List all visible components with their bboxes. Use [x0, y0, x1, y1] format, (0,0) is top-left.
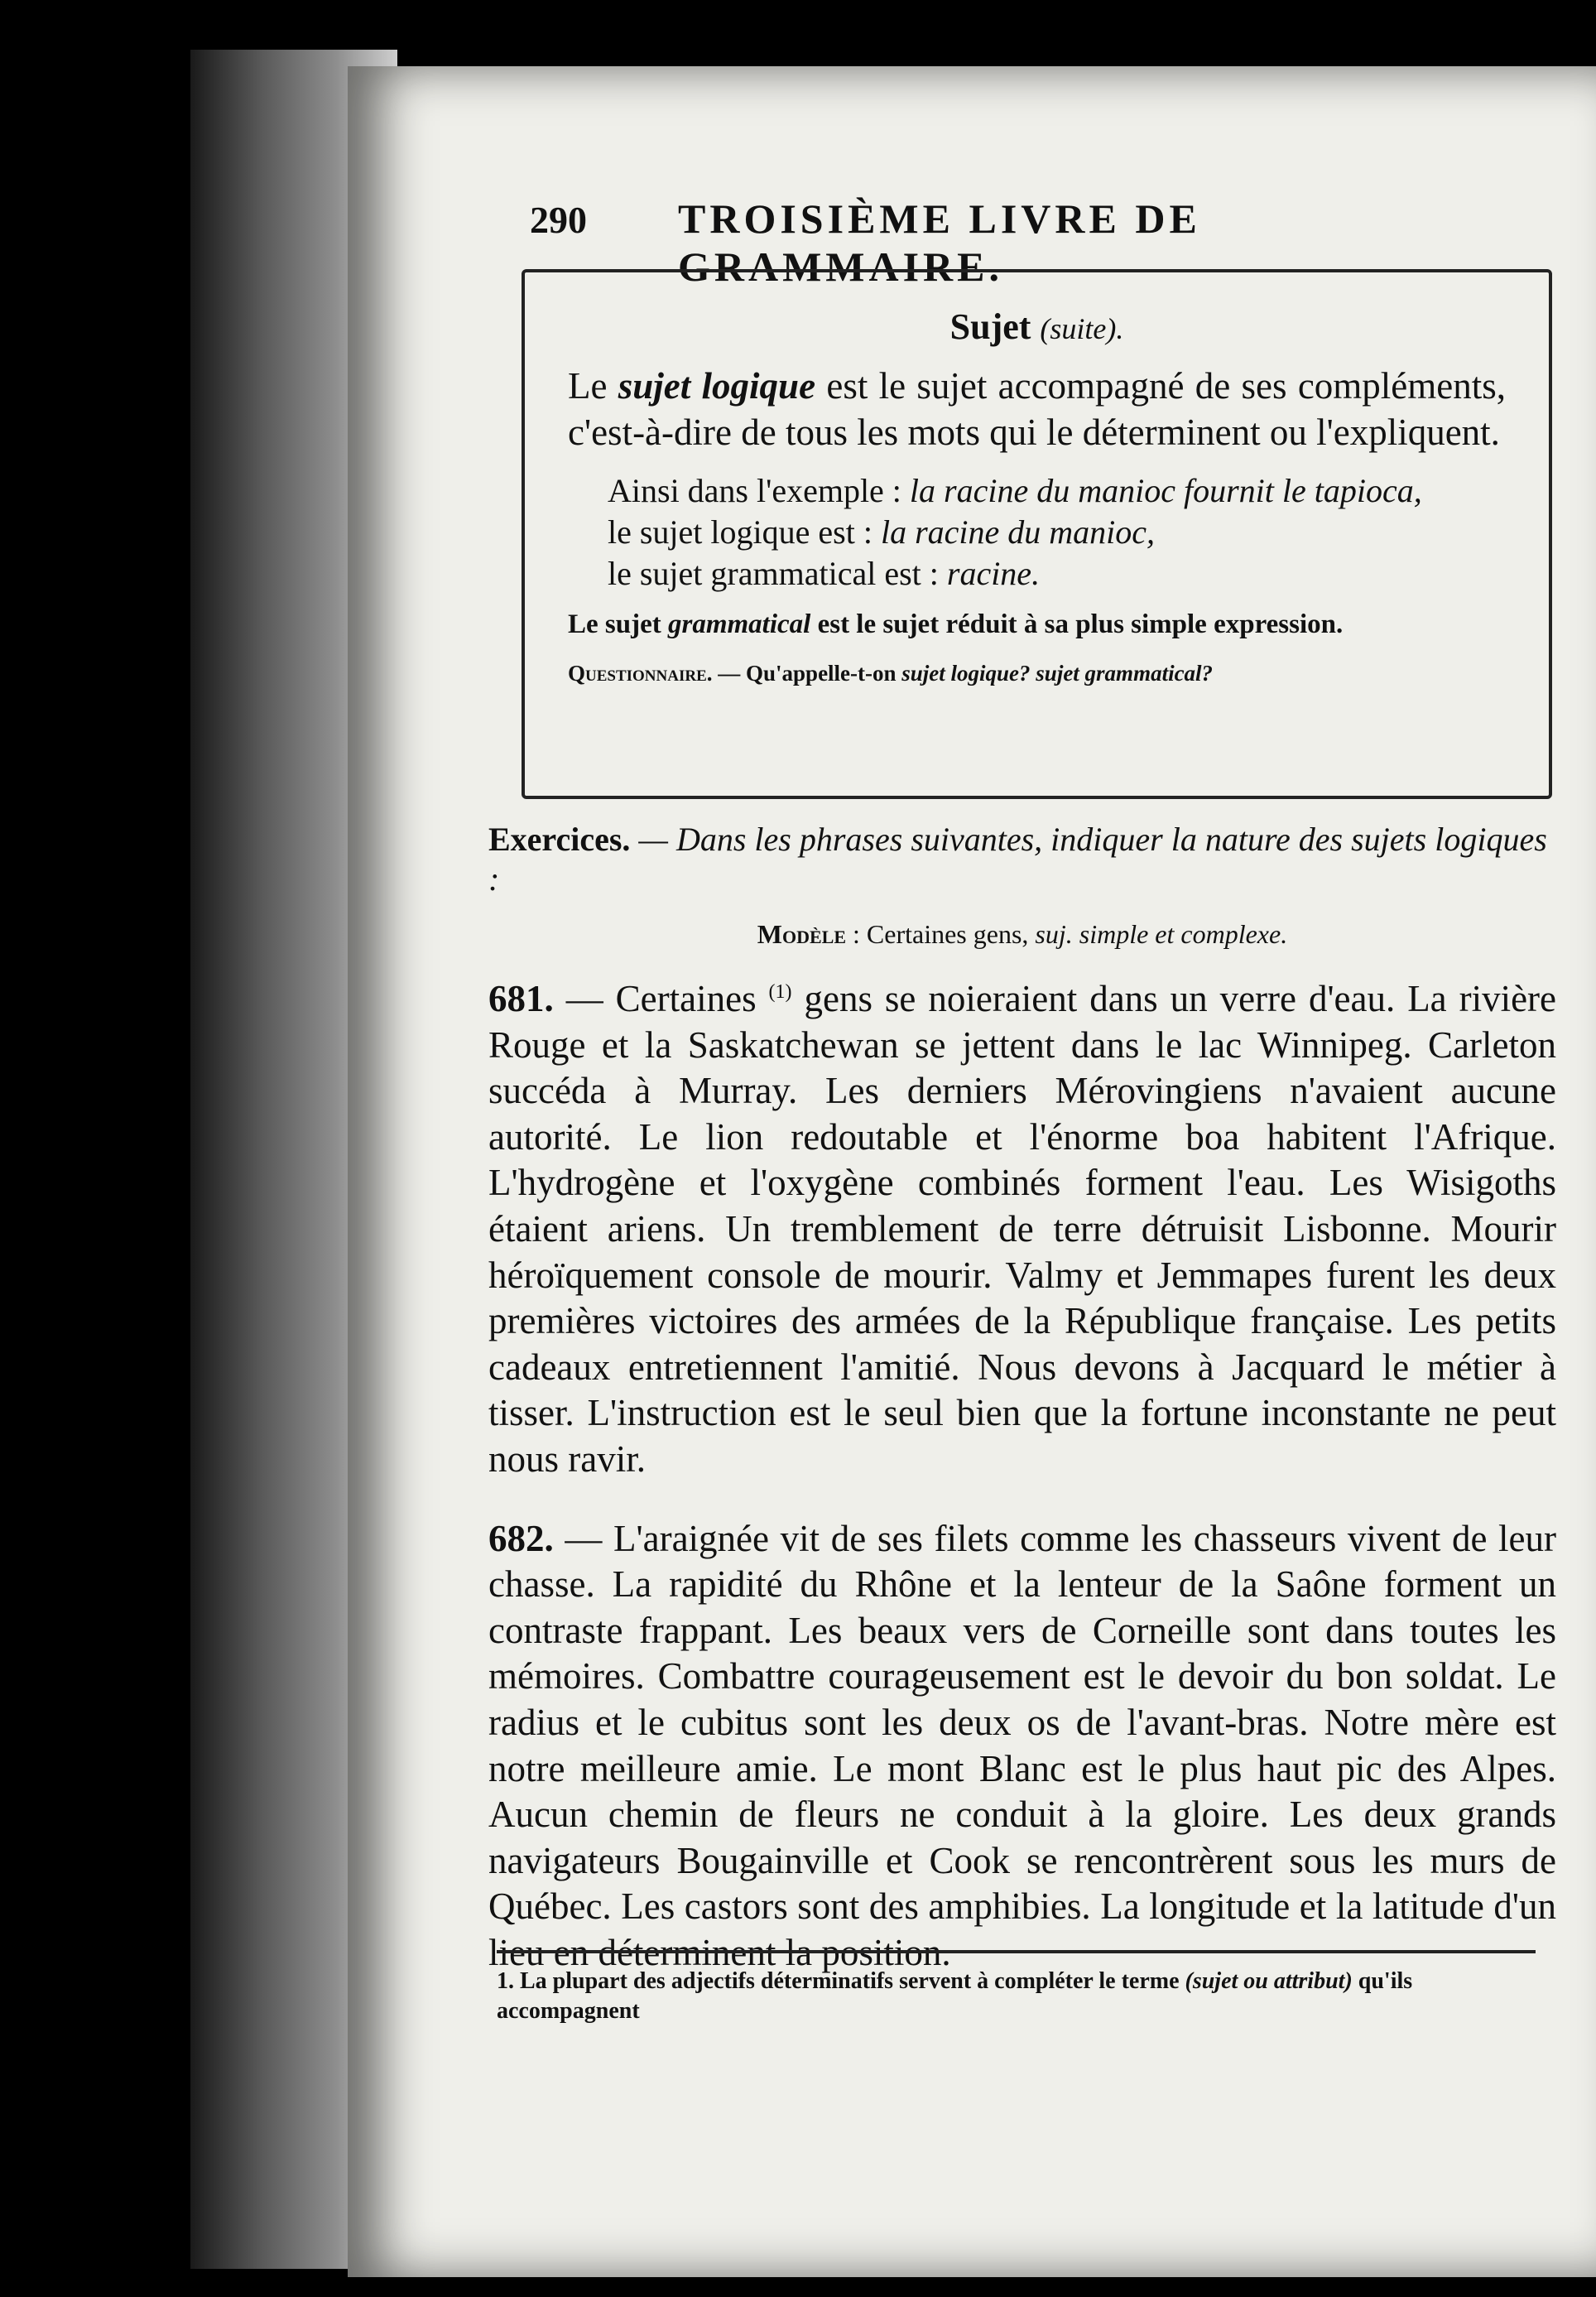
page-number: 290 — [530, 199, 587, 241]
rule-example-intro: Ainsi dans l'exemple : — [608, 472, 901, 509]
rule-summary-part1: Le sujet — [568, 609, 661, 639]
rule-def-term: sujet logique — [618, 365, 816, 407]
rule-definition — [568, 363, 1506, 455]
rule-example — [568, 470, 1506, 595]
model-label: Modèle — [757, 919, 847, 949]
questionnaire-text: — Qu'appelle-t-on — [718, 661, 897, 686]
footnote-divider — [497, 1950, 1536, 1953]
rule-example-logical — [568, 512, 1506, 553]
exercise-681-text: gens se noieraient dans un verre d'eau. La rivière Rouge et la Saskatchewan se jettent dans le lac Winnipeg. Carleton succéda à Murray. Les derniers Mérovingiens n'avaient aucune autorité. Le lion redoutable et l'énorme boa habitent l'Afrique. L'hydrogène et l'oxygène combinés forment l'eau. Les Wisigoths étaient ariens. Un tremblement de terre détruisit Lisbonne. Mourir héroïquement console de mourir. Valmy et Jemmapes furent les deux premières victoires des armées de la République française. Les petits cadeaux entretiennent l'amitié. Nous devons à Jacquard le métier à tisser. L'instruction est le seul bien que la fortune inconstante ne peut nous ravir. — [488, 978, 1557, 1480]
rule-heading-note: (suite). — [1040, 312, 1124, 345]
footnote — [497, 1967, 1548, 2026]
book-title: TROISIÈME LIVRE DE GRAMMAIRE. — [678, 195, 1201, 290]
rule-logical-label: le sujet logique est : — [608, 513, 873, 551]
rule-def-part2: est le sujet accompagné de ses compléments, c'est-à-dire de tous les mots qui le déterminent ou l'expliquent. — [568, 365, 1507, 453]
rule-summary — [568, 606, 1506, 643]
exercise-number: 682. — [488, 1517, 554, 1559]
rule-example-sentence: la racine du manioc fournit le tapioca, — [909, 472, 1422, 509]
rule-logical-value: la racine du manioc, — [880, 513, 1156, 551]
exercise-number: 681. — [488, 978, 554, 1019]
rule-heading-text: Sujet — [949, 306, 1031, 347]
exercise-682 — [488, 1516, 1556, 1977]
rule-grammatical-label: le sujet grammatical est : — [608, 555, 939, 592]
rule-example-line — [568, 470, 1506, 512]
rule-def-part1: Le — [568, 365, 608, 407]
exercises-instruction: — Dans les phrases suivantes, indiquer la nature des sujets logiques : — [488, 821, 1547, 898]
exercise-682-text: — L'araignée vit de ses filets comme les chasseurs vivent de leur chasse. La rapidité du Rhône et la lenteur de la Saône forment un contraste frappant. Les beaux vers de Corneille sont dans toutes les mémoires. Combattre courageusement est le devoir du bon soldat. Le radius et le cubitus sont les deux os de l'avant-bras. Notre mère est notre meilleure amie. Le mont Blanc est le plus haut pic des Alpes. Aucun chemin de fleurs ne conduit à la gloire. Les deux grands navigateurs Bougainville et Cook se rencontrèrent sous les murs de Québec. Les castors sont des amphibies. La longitude et la latitude d'un lieu en déterminent la position. — [488, 1517, 1557, 1973]
running-head — [530, 195, 1507, 290]
exercise-model — [488, 919, 1556, 950]
exercise-681-lead: — Certaines — [565, 978, 757, 1019]
exercise-681 — [488, 970, 1556, 1483]
model-answer: suj. simple et complexe. — [1035, 919, 1288, 949]
grammar-rule-box — [522, 269, 1552, 799]
rule-summary-term: grammatical — [667, 609, 811, 639]
questionnaire-label: Questionnaire. — [568, 661, 713, 686]
rule-example-grammatical — [568, 553, 1506, 595]
footnote-text-2: (sujet ou attribut) — [1185, 1968, 1353, 1994]
questionnaire-question: sujet logique? sujet grammatical? — [901, 661, 1214, 686]
exercises-heading — [488, 820, 1556, 899]
questionnaire — [568, 661, 1506, 686]
exercises-label: Exercices. — [488, 821, 631, 858]
model-text: : Certaines gens, — [853, 919, 1029, 949]
footnote-text-1: 1. La plupart des adjectifs déterminatifs servent à compléter le terme — [497, 1968, 1180, 1994]
rule-heading — [568, 306, 1506, 348]
footnote-marker: (1) — [768, 981, 792, 1003]
footnote-text-3: qu'ils accompagnent — [497, 1968, 1413, 2024]
rule-grammatical-value: racine. — [946, 555, 1041, 592]
exercises-section — [488, 820, 1556, 2009]
rule-summary-part2: est le sujet réduit à sa plus simple expression. — [817, 609, 1344, 639]
